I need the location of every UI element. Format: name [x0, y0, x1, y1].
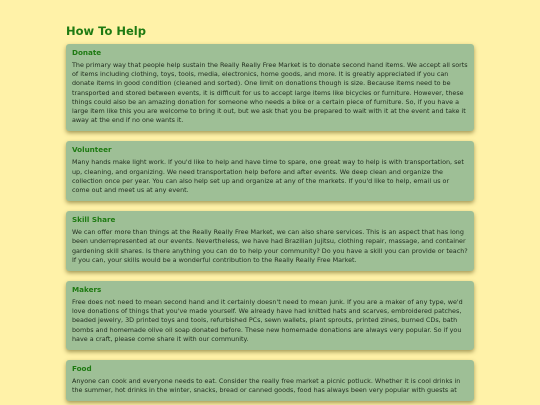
section-body: We can offer more than things at the Really Really Free Market, we can also share services. This is an aspect that has long been underrepresented at our events. Nevertheless, we have had Brazilian Jujitsu, clothing repair, massage, and container gardening skill shares. Is there anything you can do to help your community? Do you have a skill you can provide or teach? If you can, your skills would be a wonderful contribution to the Really Really Free Market. — [72, 228, 468, 264]
page-title: How To Help — [66, 24, 146, 38]
section-makers — [66, 281, 474, 350]
section-volunteer — [66, 141, 474, 201]
section-title: Makers — [72, 285, 102, 295]
help-sections — [66, 44, 474, 405]
section-title: Volunteer — [72, 145, 112, 155]
section-title: Skill Share — [72, 215, 116, 225]
section-donate — [66, 44, 474, 131]
section-body: Free does not need to mean second hand and it certainly doesn't need to mean junk. If you are a maker of any type, we'd love donations of things that you've made yourself. We already have had knitted hats and scarves, embroidered patches, beaded jewelry, 3D printed toys and tools, refurbished PCs, sewn wallets, plant sprouts, printed zines, burned CDs, bath bombs and homemade olive oil soap donated before. These new homemade donations are always very popular. So if you have a craft, please come share it with our community. — [72, 298, 463, 343]
section-skill-share — [66, 211, 474, 271]
section-body: Anyone can cook and everyone needs to eat. Consider the really free market a picnic potluck. Whether it is cool drinks in the summer, hot drinks in the winter, snacks, bread or canned goods, food has always been very popular with guests at — [72, 377, 461, 395]
section-title: Food — [72, 364, 92, 374]
section-food — [66, 360, 474, 401]
section-body: The primary way that people help sustain the Really Really Free Market is to donate second hand items. We accept all sorts of items including clothing, toys, tools, media, electronics, home goods, and more. It is greatly appreciated if you can donate items in good condition (cleaned and sorted). One limit on donations though is size. Because items need to be transported and stored between events, it is difficult for us to accept large items like bicycles or furniture. However, these things could also be an amazing donation for someone who needs a bike or a certain piece of furniture. So, if you have a large item like this you are welcome to bring it out, but we ask that you be prepared to wait with it at the event and take it away at the end if no one wants it. — [72, 61, 468, 125]
section-body: Many hands make light work. If you'd like to help and have time to spare, one great way to help is with transportation, set up, cleaning, and organizing. We need transportation help before and after events. We deep clean and organize the collection once per year. You can also help set up and organize at any of the markets. If you'd like to help, email us or come out and meet us at any event. — [72, 158, 464, 195]
section-title: Donate — [72, 48, 102, 57]
